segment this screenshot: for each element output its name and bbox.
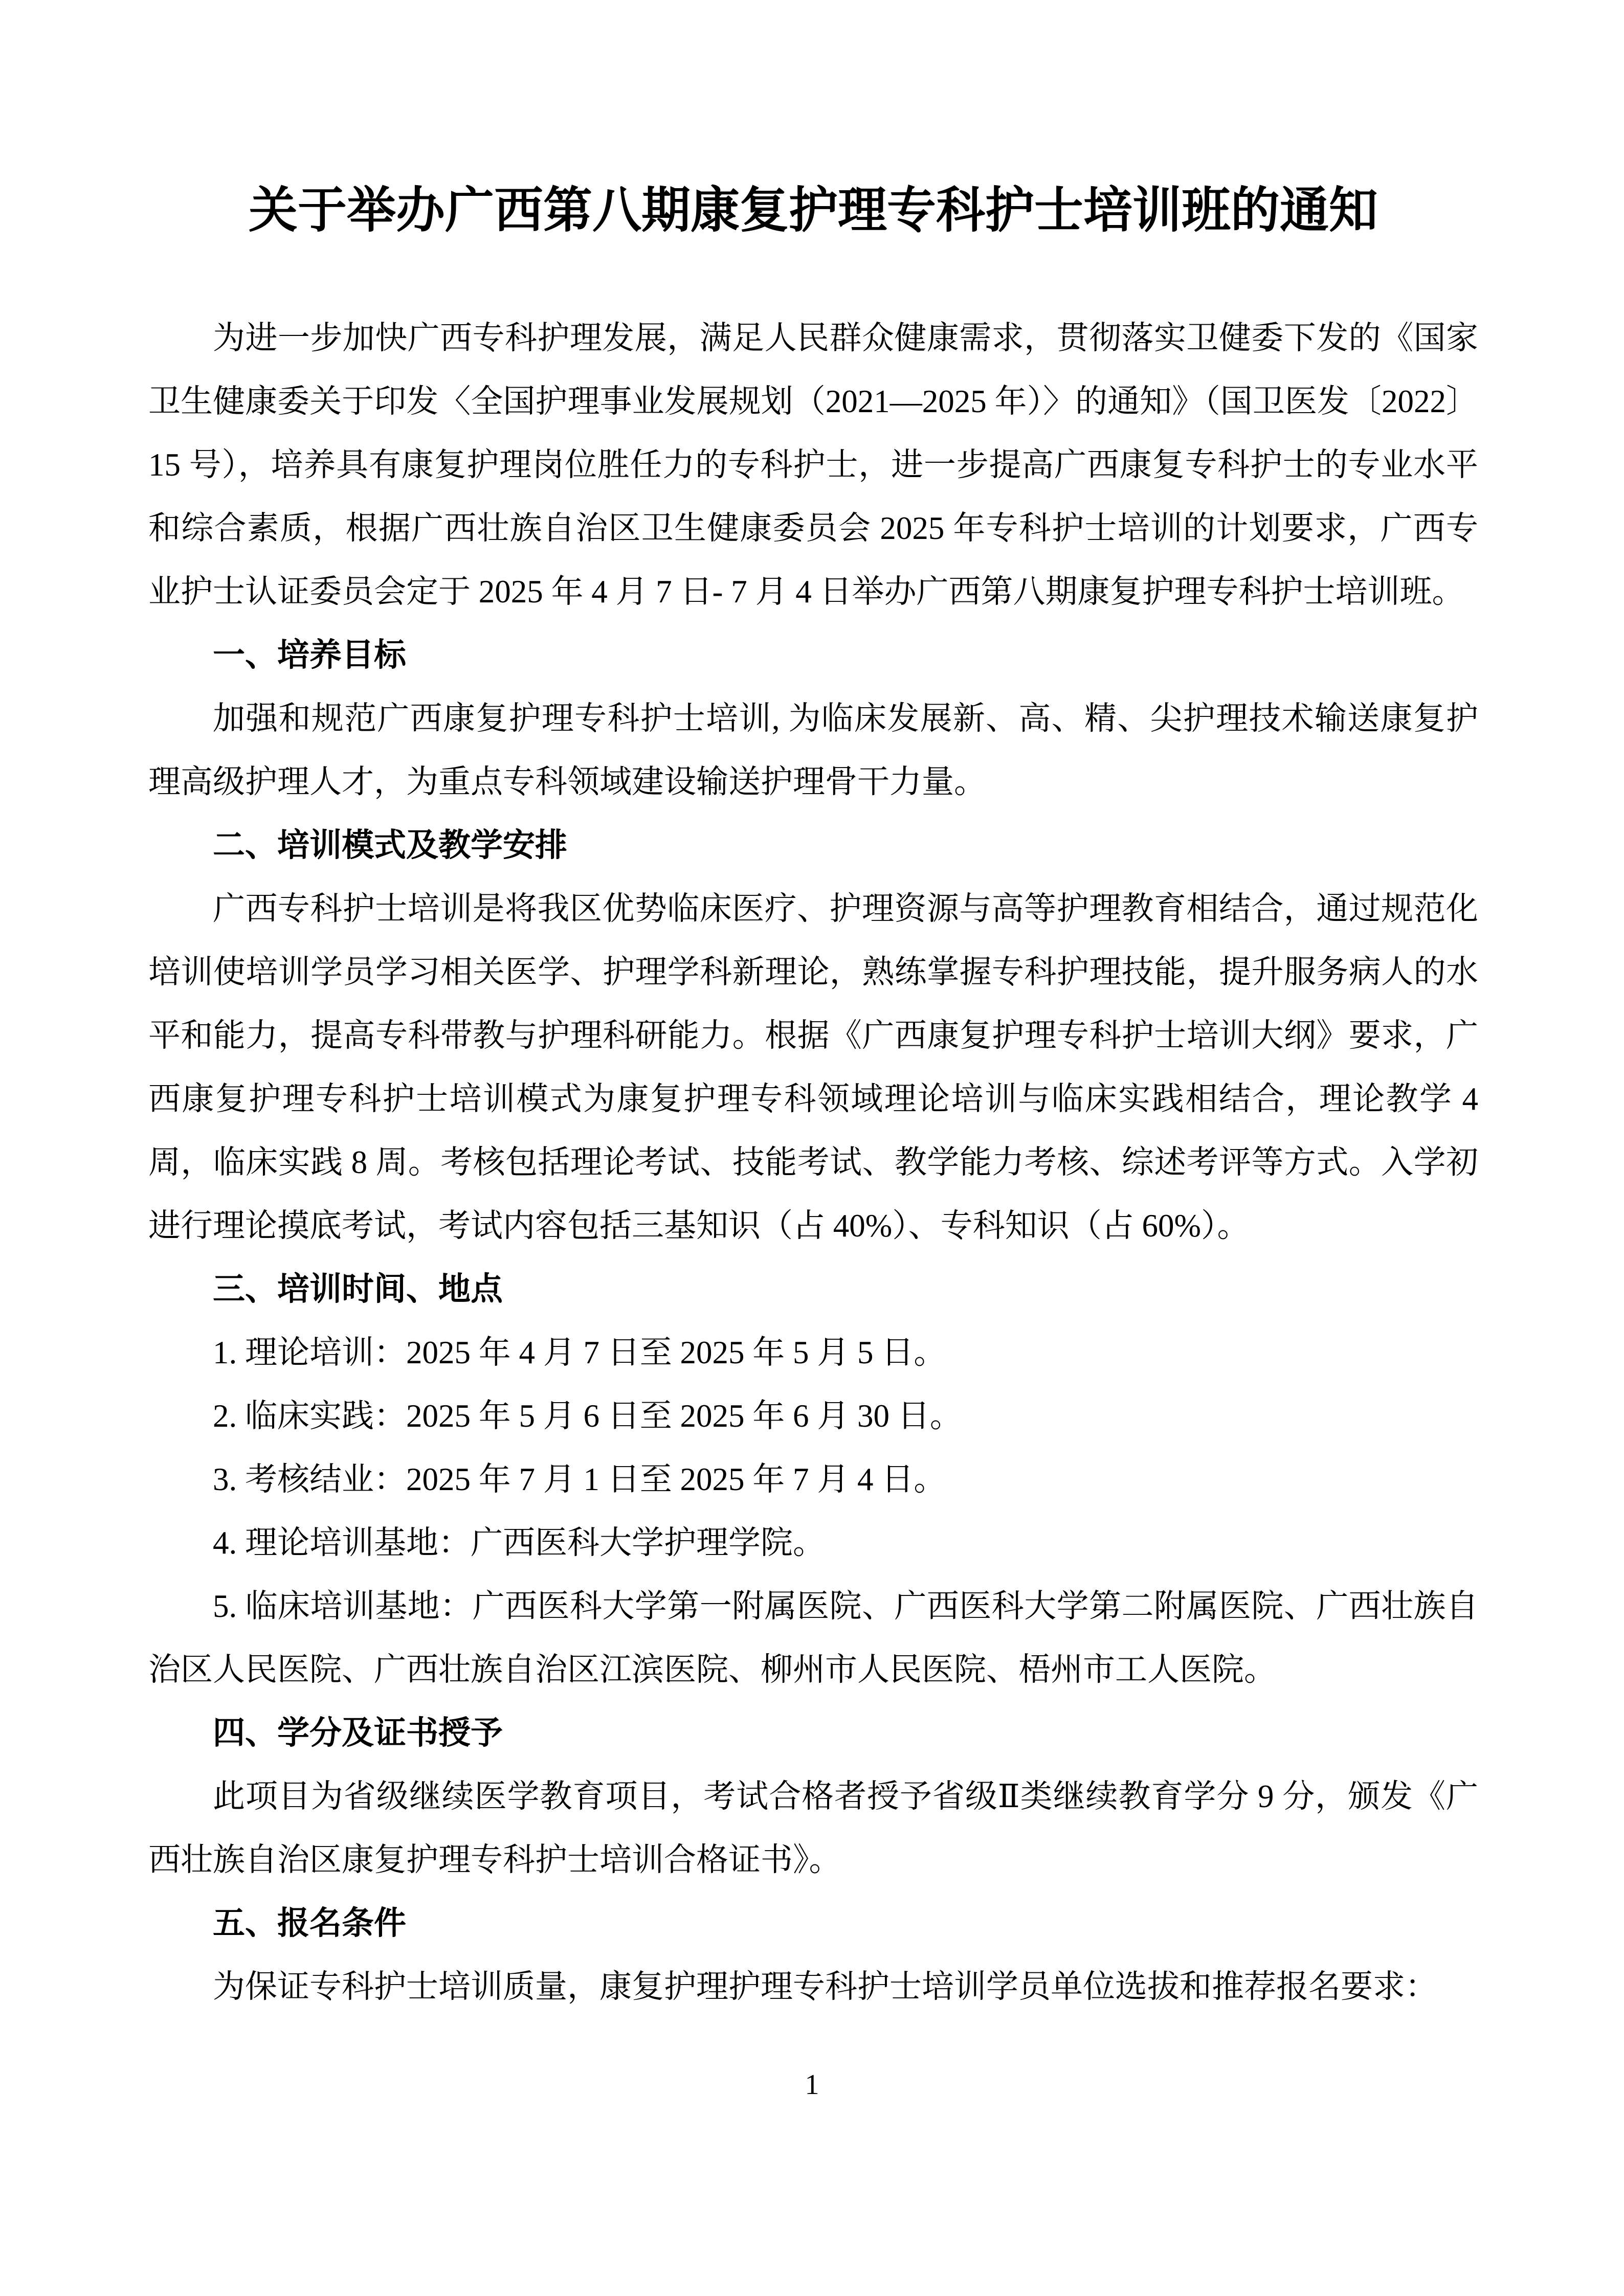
page-number: 1 <box>805 2069 819 2101</box>
intro-paragraph: 为进一步加快广西专科护理发展，满足人民群众健康需求，贯彻落实卫健委下发的《国家卫生健康委关于印发〈全国护理事业发展规划（2021—2025 年）〉的通知》（国卫医发〔2022〕15 号），培养具有康复护理岗位胜任力的专科护士，进一步提高广西康复专科护士的专业水平和综合素质，根据广西壮族自治区卫生健康委员会 2025 年专科护士培训的计划要求，广西专业护士认证委员会定于 2025 年 4 月 7 日- 7 月 4 日举办广西第八期康复护理专科护士培训班。 <box>148 320 1478 610</box>
section-heading-training-mode: 二、培训模式及教学安排 <box>213 827 567 863</box>
section-heading-registration-conditions: 五、报名条件 <box>213 1905 406 1941</box>
section-paragraph-training-mode: 广西专科护士培训是将我区优势临床医疗、护理资源与高等护理教育相结合，通过规范化培训使培训学员学习相关医学、护理学科新理论，熟练掌握专科护理技能，提升服务病人的水平和能力，提高专科带教与护理科研能力。根据《广西康复护理专科护士培训大纲》要求，广西康复护理专科护士培训模式为康复护理专科领域理论培训与临床实践相结合，理论教学 4 周，临床实践 8 周。考核包括理论考试、技能考试、教学能力考核、综述考评等方式。入学初进行理论摸底考试，考试内容包括三基知识（占 40%）、专科知识（占 60%）。 <box>148 891 1478 1244</box>
section-heading-time-place: 三、培训时间、地点 <box>213 1271 503 1307</box>
section-heading-credits-certificate: 四、学分及证书授予 <box>213 1715 503 1751</box>
document-content <box>148 165 1478 2018</box>
section-heading-training-goal: 一、培养目标 <box>213 637 406 673</box>
section-paragraph-training-goal: 加强和规范广西康复护理专科护士培训, 为临床发展新、高、精、尖护理技术输送康复护理高级护理人才，为重点专科领域建设输送护理骨干力量。 <box>148 701 1478 800</box>
list-item-theory-base: 4. 理论培训基地：广西医科大学护理学院。 <box>213 1525 825 1561</box>
list-item-clinical-practice: 2. 临床实践：2025 年 5 月 6 日至 2025 年 6 月 30 日。 <box>213 1398 962 1434</box>
section-paragraph-credits-certificate: 此项目为省级继续医学教育项目，考试合格者授予省级Ⅱ类继续教育学分 9 分，颁发《广西壮族自治区康复护理专科护士培训合格证书》。 <box>148 1779 1478 1878</box>
list-item-clinical-base: 5. 临床培训基地：广西医科大学第一附属医院、广西医科大学第二附属医院、广西壮族自治区人民医院、广西壮族自治区江滨医院、柳州市人民医院、梧州市工人医院。 <box>148 1588 1478 1687</box>
list-item-theory-training: 1. 理论培训：2025 年 4 月 7 日至 2025 年 5 月 5 日。 <box>213 1335 946 1370</box>
section-paragraph-registration-conditions: 为保证专科护士培训质量，康复护理护理专科护士培训学员单位选拔和推荐报名要求： <box>213 1969 1437 2005</box>
document-title: 关于举办广西第八期康复护理专科护士培训班的通知 <box>249 183 1378 238</box>
list-item-assessment-completion: 3. 考核结业：2025 年 7 月 1 日至 2025 年 7 月 4 日。 <box>213 1461 946 1497</box>
